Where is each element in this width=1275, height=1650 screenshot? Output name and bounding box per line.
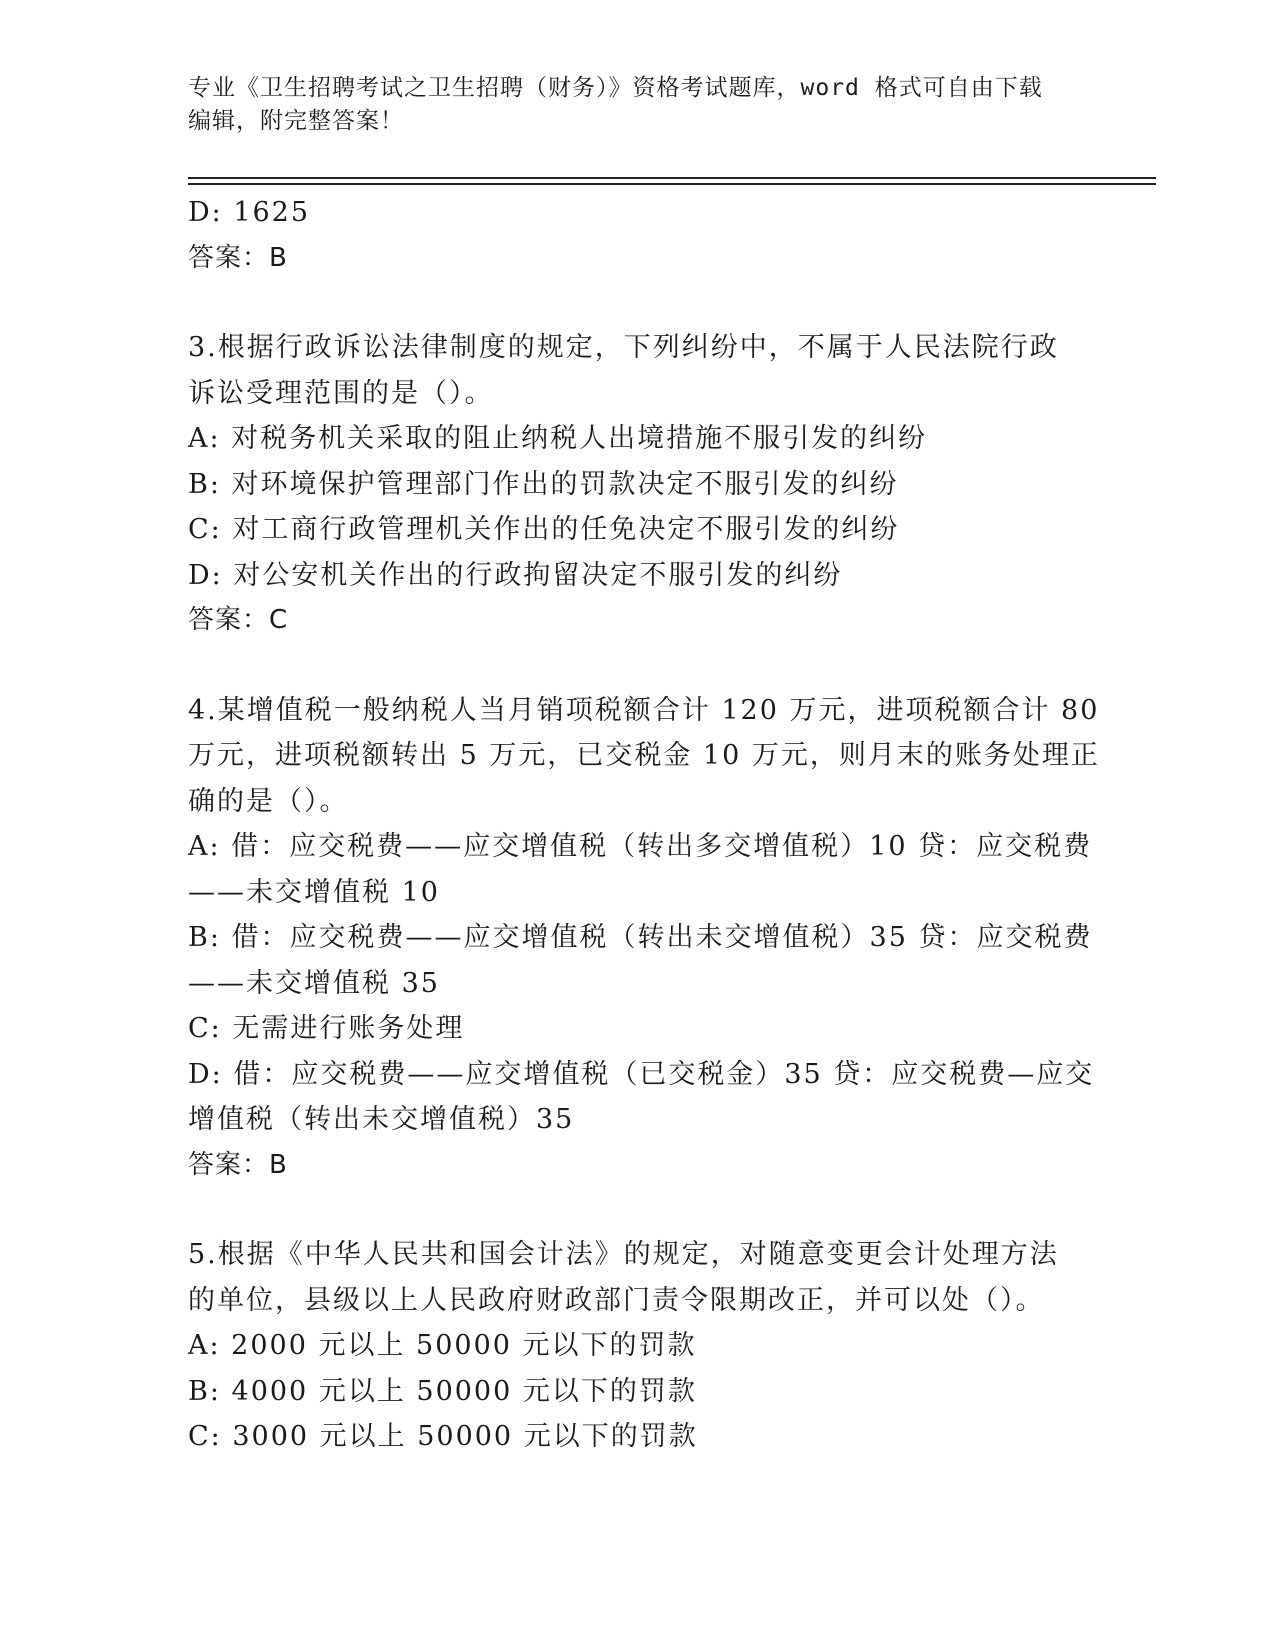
option-d: D: 1625 (188, 197, 311, 228)
answer-line: 答案：B (188, 1149, 288, 1180)
option-a: A: 对税务机关采取的阻止纳税人出境措施不服引发的纠纷 (188, 423, 928, 454)
option-b: ——未交增值税 35 (188, 967, 440, 999)
header-line-2: 编辑，附完整答案！ (188, 108, 404, 134)
header-divider-top (188, 177, 1156, 179)
question-stem: 诉讼受理范围的是（）。 (188, 377, 494, 409)
question-stem: 4.某增值税一般纳税人当月销项税额合计 120 万元，进项税额合计 80 (188, 694, 1100, 726)
question-4 (188, 688, 1100, 1189)
option-a: A: 2000 元以上 50000 元以下的罚款 (188, 1330, 697, 1361)
option-d: 增值税（转出未交增值税）35 (188, 1104, 575, 1135)
option-b: B: 借：应交税费——应交增值税（转出未交增值税）35 贷：应交税费 (188, 922, 1093, 953)
question-stem: 5.根据《中华人民共和国会计法》的规定，对随意变更会计处理方法 (188, 1239, 1059, 1270)
option-c: C: 对工商行政管理机关作出的任免决定不服引发的纠纷 (188, 514, 900, 545)
option-a: A: 借：应交税费——应交增值税（转出多交增值税）10 贷：应交税费 (188, 831, 1093, 862)
option-a: ——未交增值税 10 (188, 876, 440, 908)
question-content (188, 190, 1100, 1460)
option-d: D: 借：应交税费——应交增值税（已交税金）35 贷：应交税费—应交 (188, 1058, 1095, 1090)
question-stem: 的单位，县级以上人民政府财政部门责令限期改正，并可以处（）。 (188, 1284, 1045, 1316)
answer-line: 答案：C (188, 605, 289, 635)
question-stem: 3.根据行政诉讼法律制度的规定，下列纠纷中，不属于人民法院行政 (188, 332, 1059, 363)
option-b: B: 4000 元以上 50000 元以下的罚款 (188, 1375, 697, 1407)
question-stem: 万元，进项税额转出 5 万元，已交税金 10 万元，则月末的账务处理正 (188, 740, 1100, 771)
option-c: C: 无需进行账务处理 (188, 1013, 465, 1044)
question-2-tail (188, 190, 1088, 281)
option-d: D: 对公安机关作出的行政拘留决定不服引发的纠纷 (188, 559, 843, 591)
question-stem: 确的是（）。 (188, 785, 349, 817)
question-5 (188, 1232, 1088, 1460)
header-line-1: 专业《卫生招聘考试之卫生招聘（财务）》资格考试题库，word 格式可自由下载 (188, 75, 1043, 101)
header-divider-bottom (188, 183, 1156, 185)
spacer (188, 1188, 1088, 1232)
option-c: C: 3000 元以上 50000 元以下的罚款 (188, 1421, 698, 1452)
document-header (188, 72, 1088, 138)
question-3 (188, 325, 1088, 644)
answer-line: 答案：B (188, 242, 288, 273)
spacer (188, 644, 1088, 688)
option-b: B: 对环境保护管理部门作出的罚款决定不服引发的纠纷 (188, 468, 899, 500)
spacer (188, 281, 1088, 325)
